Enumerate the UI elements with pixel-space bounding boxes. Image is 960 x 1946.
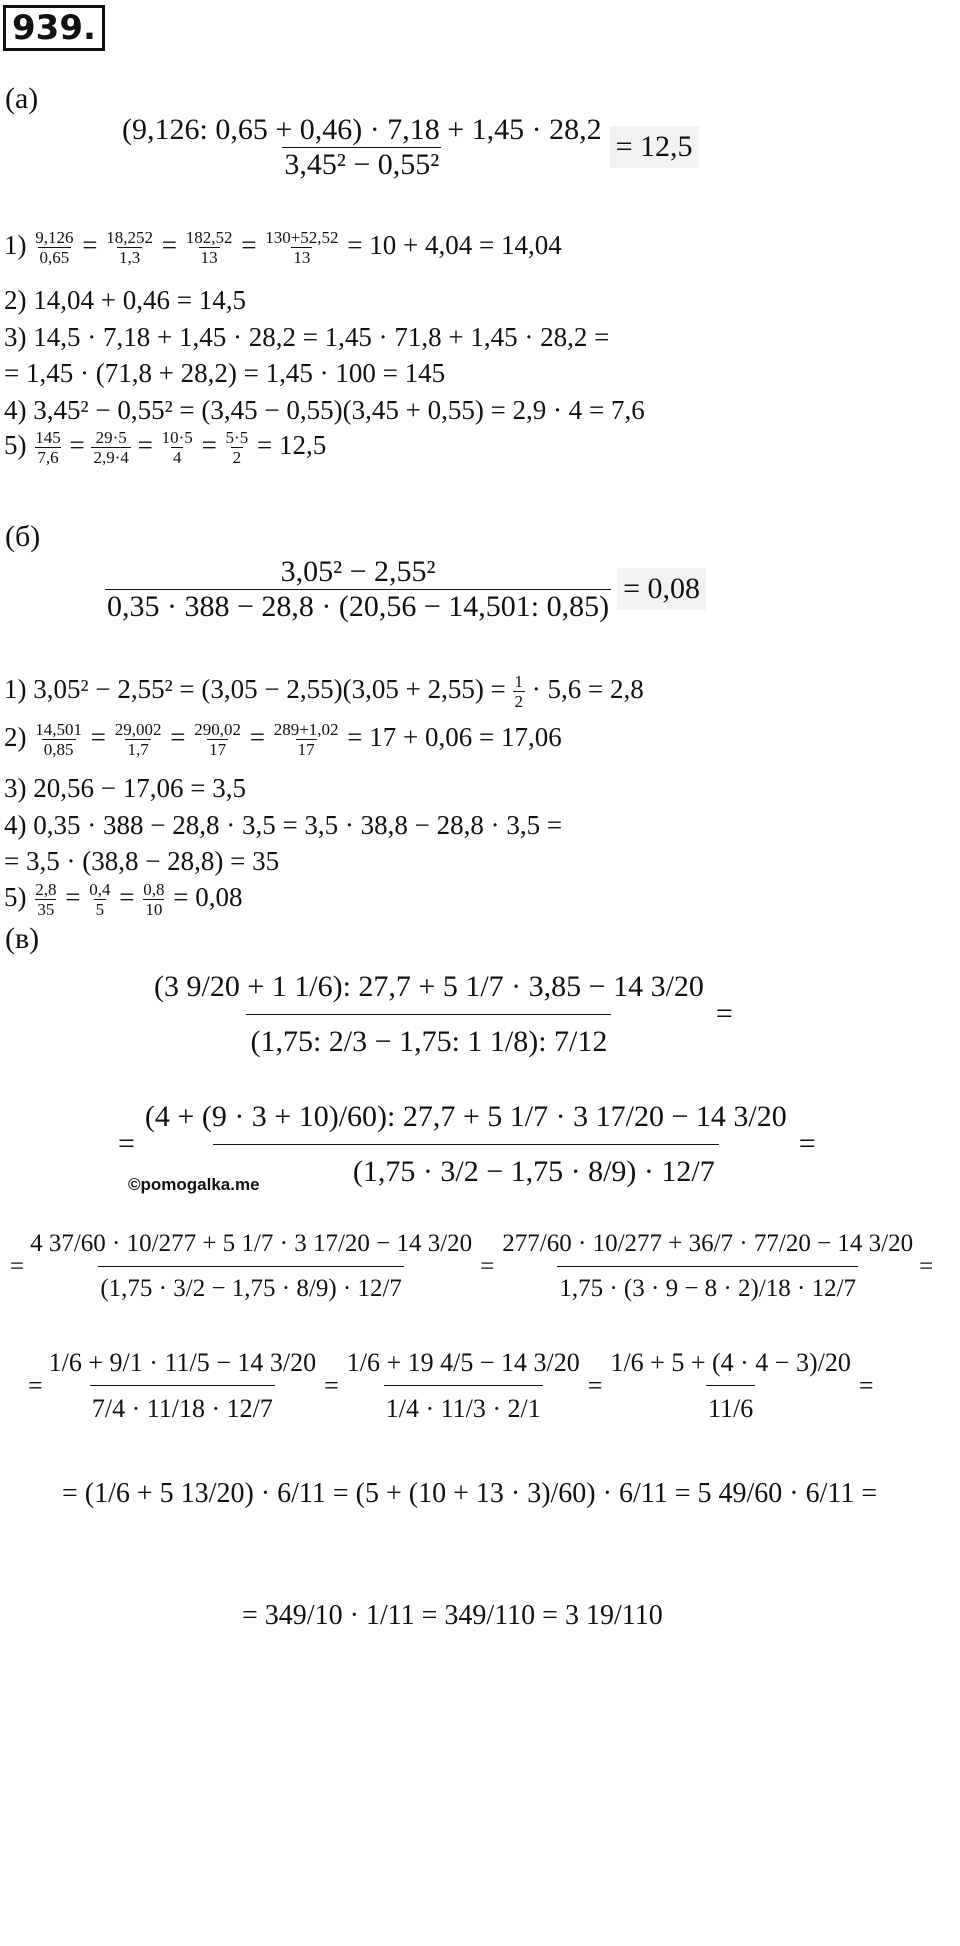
part-b-expression (105, 555, 706, 623)
part-a-result: = 12,5 (610, 126, 699, 168)
part-v-row-3-denominator: (1,75 · 3/2 − 1,75 · 8/9) · 12/7 (98, 1266, 404, 1311)
part-a-step-2: 2) 14,04 + 0,46 = 14,5 (4, 285, 246, 315)
problem-number: 939. (3, 5, 105, 51)
part-a-step-5: 5) $\frac{145}{7,6}$ = $\frac{29\cdot 5}{2,9\cdot 4}$ = $\frac{10\cdot 5}{4}$ = $\frac{5\cdot 5}{2}$ = 12,5 (4, 428, 327, 468)
part-a-step-3-cont: = 1,45 · (71,8 + 28,2) = 1,45 · 100 = 145 (4, 358, 446, 388)
watermark: ©pomogalka.me (128, 1175, 260, 1194)
part-a-step-4: 4) 3,45² − 0,55² = (3,45 − 0,55)(3,45 + 0,55) = 2,9 · 4 = 7,6 (4, 395, 645, 425)
part-v-row-4-denominator-2: 1/4 · 11/3 · 2/1 (384, 1385, 543, 1431)
part-b-step-2: 2) $\frac{14,501}{0,85}$ = $\frac{29,002}{1,7}$ = $\frac{290,02}{17}$ = $\frac{289+1,02}{17}$ = 17 + 0,06 = 17,06 (4, 720, 562, 760)
part-a-expression (120, 113, 699, 181)
part-v-row-2-numerator: (4 + (9 · 3 + 10)/60): 27,7 + 5 1/7 · 3 17/20 − 14 3/20 (144, 1100, 787, 1133)
part-v-row-1-denominator: (1,75: 2/3 − 1,75: 1 1/8): 7/12 (246, 1014, 611, 1069)
part-b-step-4: 4) 0,35 · 388 − 28,8 · 3,5 = 3,5 · 38,8 − 28,8 · 3,5 = (4, 810, 563, 840)
part-v-row-6: = 349/10 · 1/11 = 349/110 = 3 19/110 (242, 1600, 663, 1631)
part-v-row-4-numerator-2: 1/6 + 19 4/5 − 14 3/20 (346, 1348, 580, 1377)
part-a-label: (а) (5, 82, 39, 115)
part-b-step-5: 5) $\frac{2,8}{35}$ = $\frac{0,4}{5}$ = $\frac{0,8}{10}$ = 0,08 (4, 880, 243, 920)
part-a-denominator: 3,45² − 0,55² (284, 147, 440, 181)
part-v-row-3-numerator-2: 277/60 · 10/277 + 36/7 · 77/20 − 14 3/20 (502, 1230, 914, 1257)
part-v-row-5: = (1/6 + 5 13/20) · 6/11 = (5 + (10 + 13 · 3)/60) · 6/11 = 5 49/60 · 6/11 = (62, 1478, 878, 1509)
part-b-label: (б) (5, 520, 41, 553)
part-v-row-3-numerator: 4 37/60 · 10/277 + 5 1/7 · 3 17/20 − 14 3/20 (30, 1230, 473, 1257)
part-v-row-4-numerator: 1/6 + 9/1 · 11/5 − 14 3/20 (48, 1348, 317, 1377)
part-v-row-2-denominator: (1,75 · 3/2 − 1,75 · 8/9) · 12/7 (213, 1144, 719, 1199)
part-b-step-1: 1) 3,05² − 2,55² = (3,05 − 2,55)(3,05 + 2,55) = $\frac{1}{2}$ · 5,6 = 2,8 (4, 672, 644, 712)
part-v-row-3: = $\frac{4 37/60 \cdot 10/277 + 5 1/7 \cdot 3 17/20 - 14 3/20}{(1,75 \cdot 3/2 - 1,75 \cdot 8/9) \cdot 12/7}$ = $\frac{277/60 \cdot 10/277 + 36/7 \cdot 77/20 - 14 3/20}{1,75 \cdot (3 \cdot 9 - 8 \cdot 2)/18 \cdot 12/7}$ = (10, 1222, 933, 1311)
part-a-step-1: 1) $\frac{9,126}{0,65}$ = $\frac{18,252}{1,3}$ = $\frac{182,52}{13}$ = $\frac{130+52,52}{13}$ = 10 + 4,04 = 14,04 (4, 228, 562, 268)
part-v-row-4-numerator-3: 1/6 + 5 + (4 · 4 − 3)/20 (610, 1348, 851, 1377)
part-v-row-2: = $\frac{(4 + (9 \cdot 3 + 10)/60): 27,7 + 5 1/7 \cdot 3 17/20 - 14 3/20}{(1,75 \cdot 3/2 - 1,75 \cdot 8/9) \cdot 12/7}$ = (118, 1090, 816, 1198)
part-a-step-3: 3) 14,5 · 7,18 + 1,45 · 28,2 = 1,45 · 71,8 + 1,45 · 28,2 = (4, 322, 610, 352)
part-v-row-3-denominator-2: 1,75 · (3 · 9 − 8 · 2)/18 · 12/7 (557, 1266, 858, 1311)
part-b-numerator: 3,05² − 2,55² (280, 555, 436, 588)
part-v-row-1: $\frac{(3 9/20 + 1 1/6): 27,7 + 5 1/7 \cdot 3,85 - 14 3/20}{(1,75: 2/3 - 1,75: 1 1/8): 7/12}$ = (150, 960, 733, 1068)
part-v-row-4: = $\frac{1/6 + 9/1 \cdot 11/5 - 14 3/20}{7/4 \cdot 11/18 \cdot 12/7}$ = $\frac{1/6 + 19 4/5 - 14 3/20}{1/4 \cdot 11/3 \cdot 2/1}$ = $\frac{1/6 + 5 + (4 \cdot 4 - 3)/20}{11/6}$ = (28, 1340, 874, 1431)
part-b-denominator: 0,35 · 388 − 28,8 · (20,56 − 14,501: 0,85) (107, 589, 610, 623)
part-v-row-4-denominator-3: 11/6 (706, 1385, 755, 1431)
part-v-row-4-denominator: 7/4 · 11/18 · 12/7 (90, 1385, 275, 1431)
part-b-step-3: 3) 20,56 − 17,06 = 3,5 (4, 773, 246, 803)
part-b-result: = 0,08 (617, 568, 706, 610)
part-v-row-1-numerator: (3 9/20 + 1 1/6): 27,7 + 5 1/7 · 3,85 − 14 3/20 (154, 970, 704, 1003)
part-b-step-4-cont: = 3,5 · (38,8 − 28,8) = 35 (4, 846, 280, 876)
part-v-label: (в) (5, 922, 40, 955)
part-a-numerator: (9,126: 0,65 + 0,46) · 7,18 + 1,45 · 28,2 (122, 113, 602, 146)
